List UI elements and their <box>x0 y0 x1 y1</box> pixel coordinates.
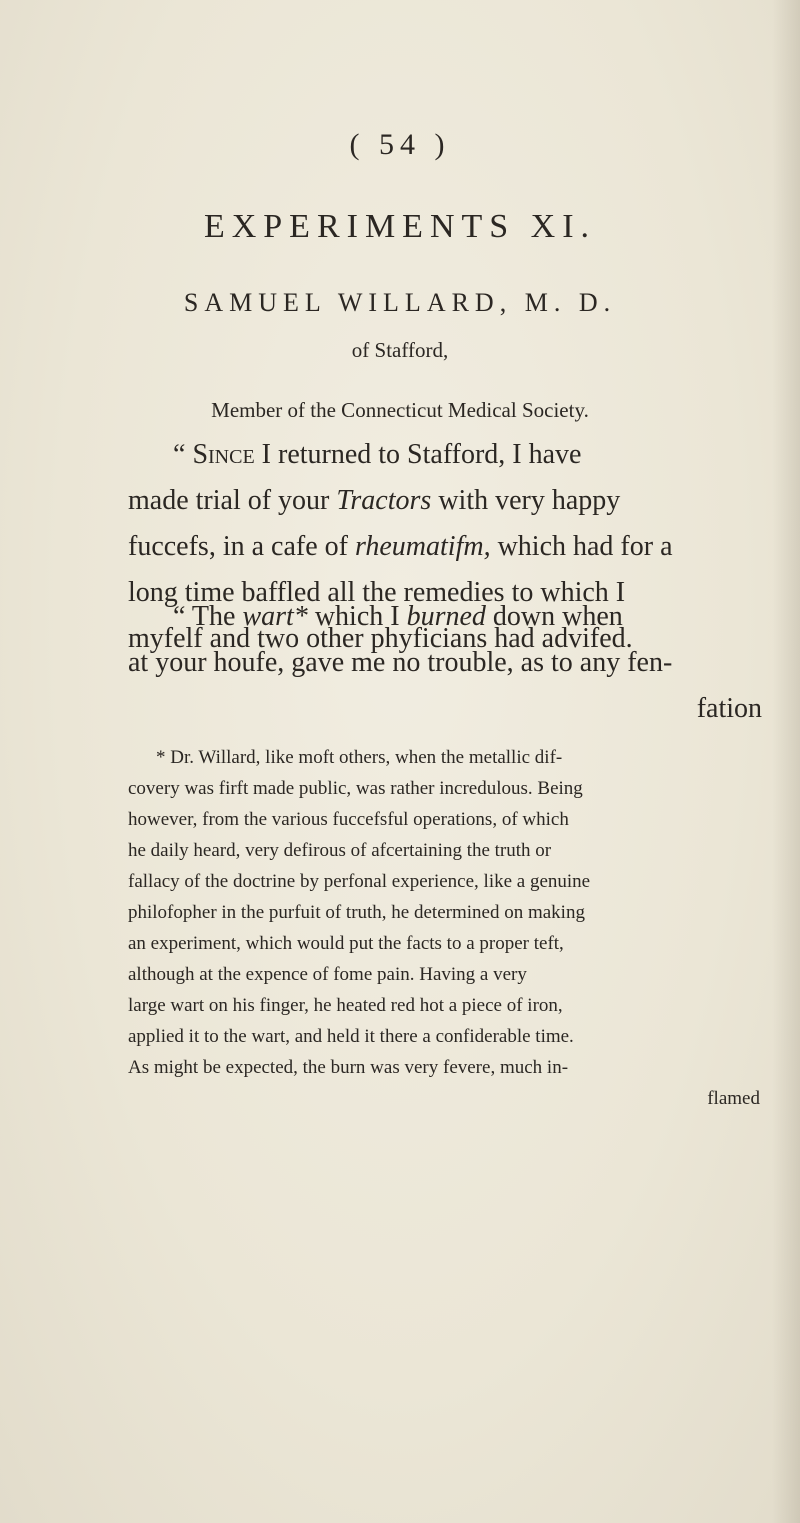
text-line: long time baffled all the remedies to which I <box>128 577 626 608</box>
footnote-line: although at the expence of fome pain. Having a very <box>128 964 527 985</box>
footnote-line: he daily heard, very defirous of afcertaining the truth or <box>128 840 552 861</box>
footnote-line: however, from the various fuccefsful operations, of which <box>128 809 569 830</box>
page-number: ( 54 ) <box>349 128 451 161</box>
footnote-line: fallacy of the doctrine by perfonal experience, like a genuine <box>128 871 591 892</box>
text-line: at your houfe, gave me no trouble, as to any fen- <box>128 647 673 678</box>
footnote-line: covery was firft made public, was rather incredulous. Being <box>128 778 583 799</box>
text-line <box>128 478 792 524</box>
footnote-line: As might be expected, the burn was very fevere, much in- <box>128 1057 569 1078</box>
footnote-line: large wart on his finger, he heated red hot a piece of iron, <box>128 995 563 1016</box>
footnote-line: philofopher in the purfuit of truth, he determined on making <box>128 902 585 923</box>
text-span: down when <box>485 601 623 632</box>
author-membership: Member of the Connecticut Medical Society. <box>211 398 589 422</box>
quote-mark: “ <box>173 439 193 470</box>
text-span: which had for a <box>490 531 673 562</box>
text-line: myfelf and two other phyficians had advifed. <box>128 623 633 654</box>
text-span: I returned to Stafford, I have <box>254 439 582 470</box>
footnote-line: an experiment, which would put the facts to a proper teft, <box>128 933 564 954</box>
section-heading: EXPERIMENTS XI. <box>203 208 597 245</box>
italic-term: wart* <box>242 601 308 632</box>
footnote-line: * Dr. Willard, like moft others, when the metallic dif- <box>156 747 563 768</box>
author-location: of Stafford, <box>351 338 449 362</box>
text-span: made trial of your <box>128 485 337 516</box>
letter-paragraph-2 <box>128 594 792 732</box>
italic-term: rheumatifm, <box>354 531 491 562</box>
text-span: with very happy <box>431 485 621 516</box>
text-line <box>128 594 792 640</box>
text-line <box>128 524 792 570</box>
text-span: which I <box>307 601 407 632</box>
italic-term: Tractors <box>336 485 432 516</box>
small-caps-word: Since <box>192 439 255 470</box>
text-line <box>128 432 792 478</box>
text-span: “ The <box>173 601 243 632</box>
italic-term: burned <box>406 601 486 632</box>
footnote <box>128 742 792 1114</box>
text-span: fuccefs, in a cafe of <box>128 531 355 562</box>
catchword: fation <box>696 693 762 724</box>
footnote-catchword: flamed <box>707 1088 760 1109</box>
footnote-line: applied it to the wart, and held it there a confiderable time. <box>128 1026 574 1047</box>
author-name: SAMUEL WILLARD, M. D. <box>183 288 617 317</box>
